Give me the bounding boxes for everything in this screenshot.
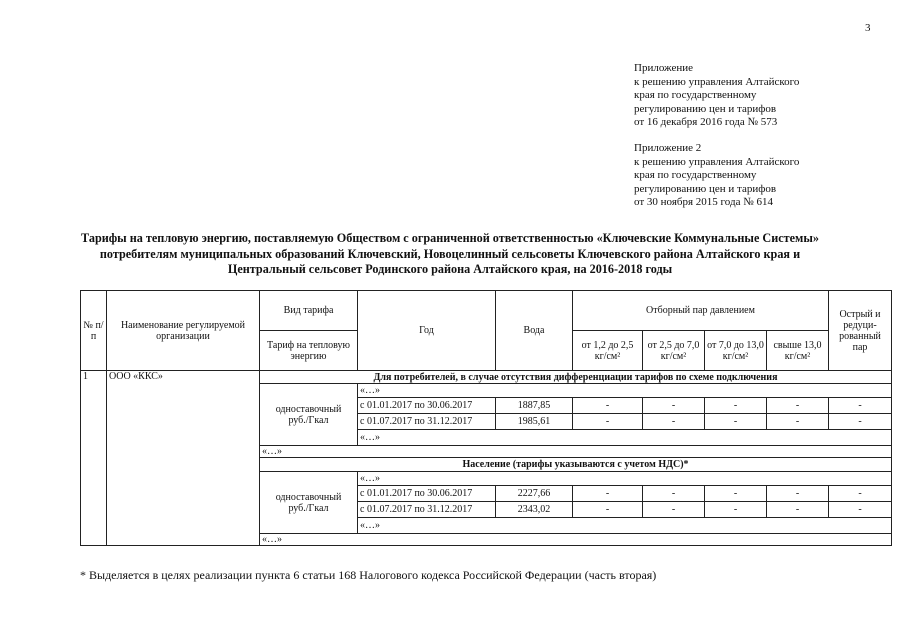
- header-sharp-steam: Острый и редуци-рованный пар: [829, 291, 892, 371]
- ellipsis-cell: «…»: [358, 384, 892, 398]
- appendix-2-block: [634, 142, 799, 210]
- tariff-label: одноставочный руб./Гкал: [260, 472, 358, 534]
- dash-cell: -: [705, 502, 767, 518]
- ellipsis-cell: «…»: [358, 472, 892, 486]
- page-number: 3: [865, 22, 871, 34]
- dash-cell: -: [573, 486, 643, 502]
- header-pressure-3: от 7,0 до 13,0 кг/см²: [705, 331, 767, 371]
- dash-cell: -: [767, 398, 829, 414]
- dash-cell: -: [829, 486, 892, 502]
- appendix-1-line: Приложение: [634, 62, 694, 74]
- header-org: Наименование регулируемой организации: [107, 291, 260, 371]
- dash-cell: -: [573, 502, 643, 518]
- appendix-1-line: от 16 декабря 2016 года № 573: [634, 116, 778, 129]
- dash-cell: -: [705, 414, 767, 430]
- dash-cell: -: [573, 398, 643, 414]
- header-pressure-4: свыше 13,0 кг/см²: [767, 331, 829, 371]
- dash-cell: -: [705, 486, 767, 502]
- appendix-1-line: края по государственному: [634, 89, 757, 102]
- header-pressure-2: от 2,5 до 7,0 кг/см²: [643, 331, 705, 371]
- water-value: 2227,66: [496, 486, 573, 502]
- period-cell: с 01.07.2017 по 31.12.2017: [358, 414, 496, 430]
- dash-cell: -: [705, 398, 767, 414]
- header-year: Год: [358, 291, 496, 371]
- ellipsis-cell: «…»: [260, 446, 892, 458]
- header-num: № п/п: [81, 291, 107, 371]
- dash-cell: -: [643, 502, 705, 518]
- dash-cell: -: [829, 502, 892, 518]
- dash-cell: -: [767, 502, 829, 518]
- period-cell: с 01.07.2017 по 31.12.2017: [358, 502, 496, 518]
- dash-cell: -: [767, 414, 829, 430]
- title-line: Центральный сельсовет Родинского района Алтайского края, на 2016-2018 годы: [227, 262, 673, 276]
- appendix-2-line: от 30 ноября 2015 года № 614: [634, 196, 773, 209]
- title-line: потребителям муниципальных образований Ключевский, Новоцелинный сельсоветы Ключевского района Алтайского края и: [99, 246, 801, 261]
- ellipsis-cell: «…»: [358, 518, 892, 534]
- appendix-2-line: края по государственному: [634, 169, 757, 182]
- dash-cell: -: [767, 486, 829, 502]
- document-title: [40, 231, 860, 278]
- appendix-2-line: регулированию цен и тарифов: [634, 182, 777, 195]
- appendix-1-line: к решению управления Алтайского: [634, 75, 800, 88]
- dash-cell: -: [829, 398, 892, 414]
- row-number: 1: [81, 371, 107, 546]
- ellipsis-cell: «…»: [260, 534, 892, 546]
- dash-cell: -: [573, 414, 643, 430]
- appendix-2-line: к решению управления Алтайского: [634, 155, 800, 168]
- dash-cell: -: [643, 398, 705, 414]
- section-1-title: Для потребителей, в случае отсутствия дифференциации тарифов по схеме подключения: [260, 371, 892, 384]
- header-tariff-sub: Тариф на тепловую энергию: [260, 331, 358, 371]
- appendix-1-line: регулированию цен и тарифов: [634, 102, 777, 115]
- title-line: Тарифы на тепловую энергию, поставляемую Обществом с ограниченной ответственностью «Ключевские Коммунальные Системы»: [81, 231, 819, 245]
- header-tariff-type: Вид тарифа: [260, 291, 358, 331]
- tariff-table: [80, 290, 892, 546]
- org-name: ООО «ККС»: [107, 371, 260, 546]
- dash-cell: -: [643, 486, 705, 502]
- ellipsis-cell: «…»: [358, 430, 892, 446]
- dash-cell: -: [643, 414, 705, 430]
- section-2-title: Население (тарифы указываются с учетом НДС)*: [260, 458, 892, 472]
- water-value: 2343,02: [496, 502, 573, 518]
- water-value: 1887,85: [496, 398, 573, 414]
- tariff-label: одноставочный руб./Гкал: [260, 384, 358, 446]
- appendix-1-block: [634, 62, 799, 130]
- footnote: * Выделяется в целях реализации пункта 6 статьи 168 Налогового кодекса Российской Федерации (часть вторая): [80, 568, 657, 582]
- period-cell: с 01.01.2017 по 30.06.2017: [358, 398, 496, 414]
- header-pressure-1: от 1,2 до 2,5 кг/см²: [573, 331, 643, 371]
- header-steam: Отборный пар давлением: [573, 291, 829, 331]
- appendix-2-line: Приложение 2: [634, 142, 702, 154]
- period-cell: с 01.01.2017 по 30.06.2017: [358, 486, 496, 502]
- header-water: Вода: [496, 291, 573, 371]
- water-value: 1985,61: [496, 414, 573, 430]
- dash-cell: -: [829, 414, 892, 430]
